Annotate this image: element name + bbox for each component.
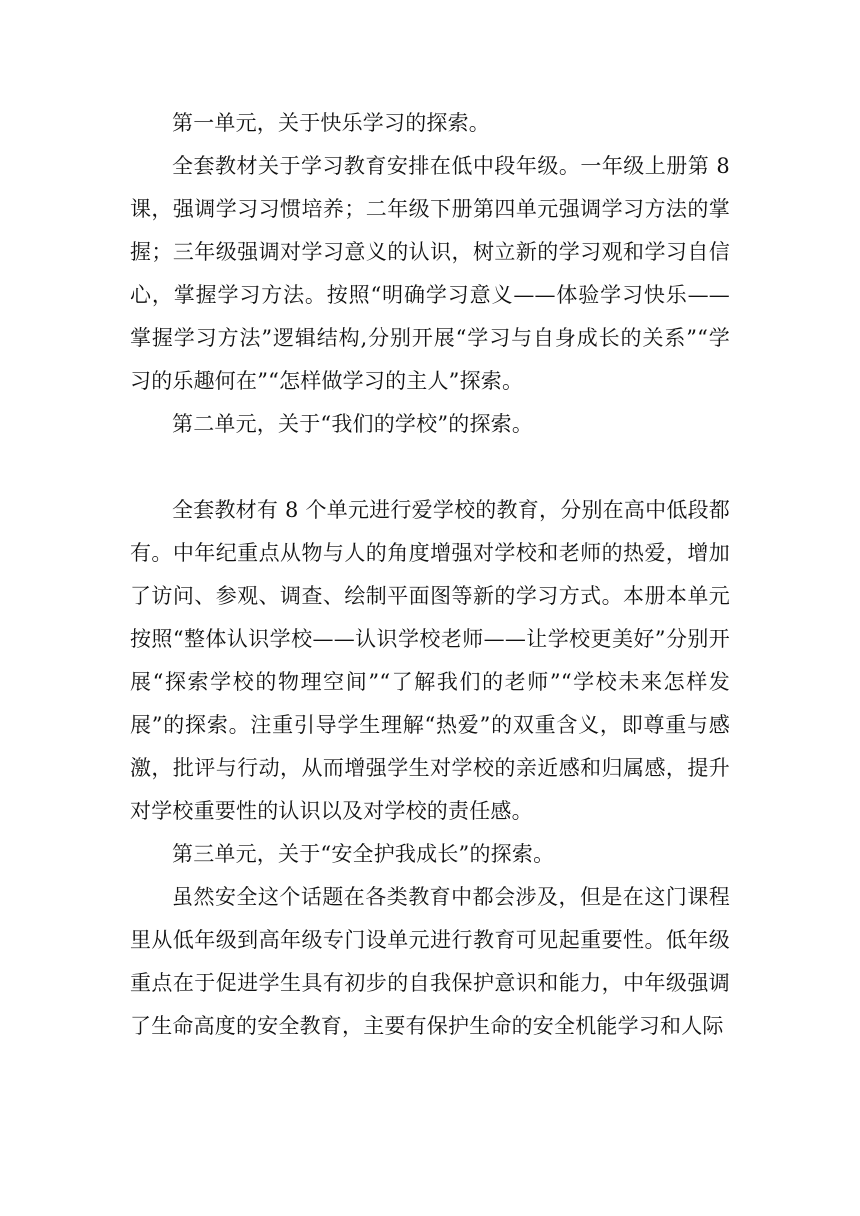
blank-line: [130, 446, 730, 489]
unit-two-body: 全套教材有 8 个单元进行爱学校的教育，分别在高中低段都有。中年纪重点从物与人的角度增强对学校和老师的热爱，增加了访问、参观、调查、绘制平面图等新的学习方式。本册本单元按照“整体认识学校——认识学校老师——让学校更美好”分别开展“探索学校的物理空间”“了解我们的老师”“学校未来怎样发展”的探索。注重引导学生理解“热爱”的双重含义，即尊重与感激，批评与行动，从而增强学生对学校的亲近感和归属感，提升对学校重要性的认识以及对学校的责任感。: [130, 498, 730, 823]
unit-one-heading: 第一单元，关于快乐学习的探索。: [172, 111, 490, 135]
document-page: [130, 102, 730, 1048]
unit-one-body: 全套教材关于学习教育安排在低中段年级。一年级上册第 8 课，强调学习习惯培养；二年级下册第四单元强调学习方法的掌握；三年级强调对学习意义的认识，树立新的学习观和学习自信心，掌握学习方法。按照“明确学习意义——体验学习快乐——掌握学习方法”逻辑结构,分别开展“学习与自身成长的关系”“学习的乐趣何在”“怎样做学习的主人”探索。: [130, 154, 730, 393]
unit-two-heading: 第二单元，关于“我们的学校”的探索。: [172, 412, 534, 436]
unit-three-body: 虽然安全这个话题在各类教育中都会涉及，但是在这门课程里从低年级到高年级专门设单元进行教育可见起重要性。低年级重点在于促进学生具有初步的自我保护意识和能力，中年级强调了生命高度的安全教育，主要有保护生命的安全机能学习和人际: [130, 885, 730, 1038]
unit-three-heading: 第三单元，关于“安全护我成长”的探索。: [172, 842, 555, 866]
